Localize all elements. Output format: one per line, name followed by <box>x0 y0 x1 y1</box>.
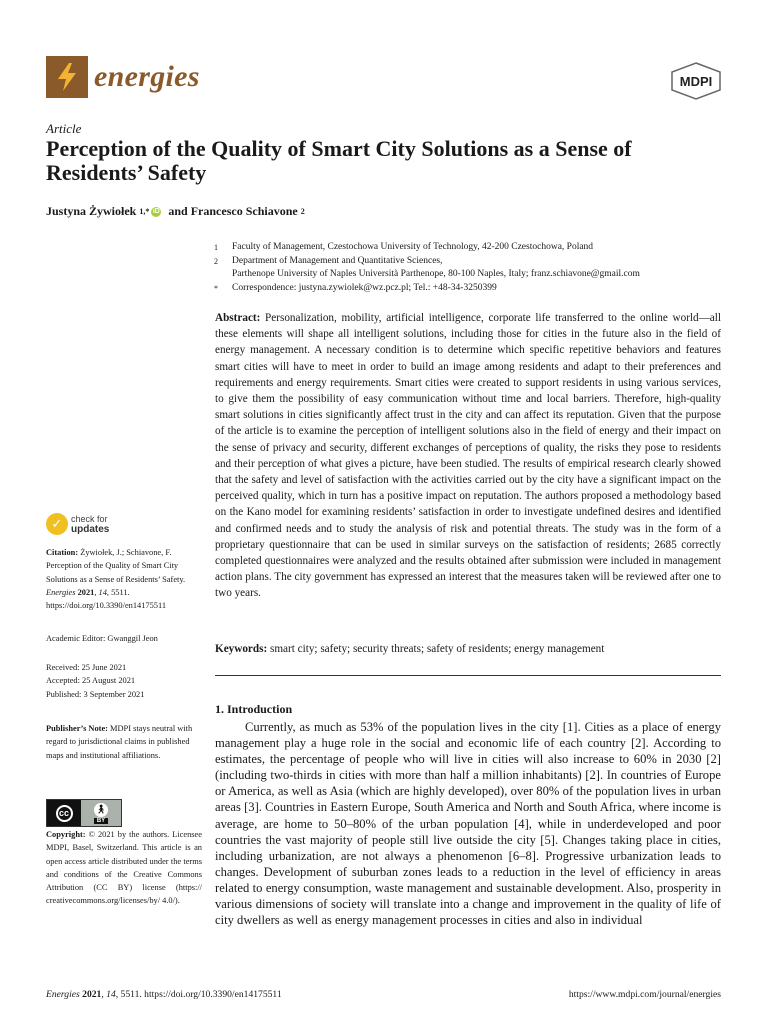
affiliation-mark: * <box>214 283 218 293</box>
by-icon <box>81 800 121 826</box>
cc-icon <box>47 800 81 826</box>
article-type: Article <box>46 121 82 136</box>
check-line-2: updates <box>71 523 110 535</box>
keywords-text: smart city; safety; security threats; safety of residents; energy management <box>267 643 605 655</box>
lightning-icon <box>46 56 88 98</box>
citation-volume: , 14 <box>94 587 107 597</box>
dates-block <box>46 661 202 701</box>
footer-journal-url[interactable]: https://www.mdpi.com/journal/energies <box>568 989 721 1000</box>
affiliation-text: Parthenope University of Naples Università Parthenope, 80-100 Naples, Italy; franz.schiavone@gmail.com <box>232 269 640 279</box>
abstract-label: Abstract: <box>215 312 261 324</box>
keywords <box>215 642 721 657</box>
journal-logo[interactable] <box>46 56 200 98</box>
affiliation-line <box>214 241 734 255</box>
affiliation-line <box>214 268 734 282</box>
affiliation-mark: 2 <box>214 256 218 266</box>
affiliation-line <box>214 255 734 269</box>
received-date: Received: 25 June 2021 <box>46 663 127 672</box>
author-list <box>46 204 305 219</box>
footer-doi[interactable]: , 5511. https://doi.org/10.3390/en14175511 <box>115 989 282 1000</box>
publisher-note-label: Publisher’s Note: <box>46 724 108 733</box>
citation-text: Żywiołek, J.; Schiavone, F. Perception of the Quality of Smart City Solutions as a Sense of Residents’ Safety. <box>46 548 186 584</box>
author-name[interactable]: Francesco Schiavone <box>190 204 298 218</box>
author-affiliation-mark: 2 <box>300 207 305 216</box>
accepted-date: Accepted: 25 August 2021 <box>46 676 136 686</box>
check-line-1: check for <box>71 513 108 524</box>
copyright-block <box>46 828 202 908</box>
keywords-label: Keywords: <box>215 643 268 655</box>
citation-rest[interactable]: , 5511. https://doi.org/10.3390/en14175511 <box>46 587 167 611</box>
citation-journal: Energies <box>46 587 76 597</box>
check-for-updates-badge[interactable] <box>46 513 109 535</box>
journal-name: energies <box>94 60 200 93</box>
abstract <box>215 310 721 602</box>
cc-by-label: BY <box>94 818 108 824</box>
affiliation-text: Department of Management and Quantitative Sciences, <box>232 255 443 266</box>
footer-citation <box>46 989 282 1000</box>
affiliation-line <box>214 282 734 296</box>
mdpi-logo[interactable] <box>670 62 722 105</box>
mdpi-hexagon-icon <box>670 62 722 100</box>
section-heading: 1. Introduction <box>215 702 293 716</box>
affiliation-text: Correspondence: justyna.zywiolek@wz.pcz.pl; Tel.: +48-34-3250399 <box>232 282 497 293</box>
checkmark-icon: ✓ <box>46 513 68 535</box>
citation-year: 2021 <box>75 587 95 597</box>
academic-editor: Academic Editor: Gwanggil Jeon <box>46 634 158 643</box>
cc-by-license-logo[interactable] <box>46 799 122 827</box>
abstract-text: Personalization, mobility, artificial intelligence, corporate life transferred to the online world—all these elements will shape all intelligent solutions, including those for cities in the future also in the field of energy management. A necessary condition is to determine which specific repetitive behaviors and features smart cities will have to meet in order to build an image among residents and adapt to their preferences and requirements and energy requirements. Smart cities were created to support residents in using various services, to give them the possibility of easy communication without time and local barriers. Therefore, high-quality smart solutions in cities significantly affect trust in the city and can affect its reputation. Given that the purpose of the article is to examine the perception of intelligent solutions also in the field of energy and their impact on the sense of privacy and security, different exchanges of perceptions of quality, the risks they pose to residents and their perception of what gives a picture, have been studied. The results of empirical research clearly showed that the safety and level of satisfaction with the activities carried out by the city have a significant impact on the perceived quality, which in turn has a positive impact on reputation. The authors proposed a methodology based on the Kano model for examining residents’ satisfaction in order to investigate undefined desires and identified and confirmed needs and to study the analysis of risk and potential threats. The study was in the form of a proprietary questionnaire that can be used in similar surveys on the satisfaction of residents; 2685 correctly completed questionnaires were analyzed and the results obtained after submission were included in management action plans. The city government has expressed an interest that the measures taken will be reviewed after one to two years. <box>215 312 721 600</box>
footer-year: 2021 <box>79 989 102 1000</box>
affiliations <box>214 241 734 295</box>
author-name[interactable]: Justyna Żywiołek <box>46 204 137 218</box>
person-icon: 🚶︎ <box>95 804 107 815</box>
publisher-note-text: MDPI stays neutral with regard to jurisdictional claims in published maps and institutional affiliations. <box>46 724 193 760</box>
footer-journal: Energies <box>46 989 80 1000</box>
footer-volume: , 14 <box>101 989 116 1000</box>
affiliation-text: Faculty of Management, Czestochowa University of Technology, 42-200 Czestochowa, Poland <box>232 242 594 252</box>
citation-label: Citation: <box>46 548 79 557</box>
affiliation-mark: 1 <box>214 243 218 252</box>
citation-block <box>46 546 202 612</box>
cc-circle: cc <box>56 805 73 822</box>
orcid-icon[interactable]: iD <box>152 207 160 215</box>
copyright-text: © 2021 by the authors. Licensee MDPI, Basel, Switzerland. This article is an open access article distributed under the terms and conditions of the Creative Commons Attribution (CC BY) license (https:// creativecommons.org/licenses/by/ 4.0/). <box>46 830 202 906</box>
paper-title: Perception of the Quality of Smart City Solutions as a Sense of Residents’ Safety <box>46 136 632 185</box>
section-divider <box>215 675 721 676</box>
check-for-updates-text <box>71 514 109 535</box>
affiliation-mark <box>214 268 232 282</box>
publisher-note <box>46 722 202 762</box>
copyright-label: Copyright: <box>46 830 86 839</box>
published-date: Published: 3 September 2021 <box>46 689 145 699</box>
author-affiliation-mark: 1,* <box>139 207 150 216</box>
publisher-name: MDPI <box>679 74 713 89</box>
intro-paragraph: Currently, as much as 53% of the population lives in the city [1]. Cities as a place of energy management play a huge role in the social and economic life of each country [2]. According to estimates, the percentage of people who will live in cities will also increase to 60% in 2030 [2] (including two-thirds in cities with more than half a million inhabitants) [2]. In countries of Europe or America, as well as Asia (which are highly developed), over 80% of the population lives in urban areas [3]. Countries in Eastern Europe, South America and North and South Africa, where income is average, are home to 50–80% of the urban population [4], while in underdeveloped and poor countries the vast majority of people still live outside the city [5]. Changes taking place in cities, including urbanization, are not always a phenomenon [6–8]. Progressive urbanization leads to changes. Development of suburban zones leads to a reduction in the level of efficiency in areas related to energy consumption, waste management and sustainable development. Also, prosperity in various dimensions of society will translate into a change and improvement in the quality of life of city dwellers as well as energy management processes in cities and also in individual <box>215 720 721 928</box>
author-joiner: and <box>165 204 191 218</box>
